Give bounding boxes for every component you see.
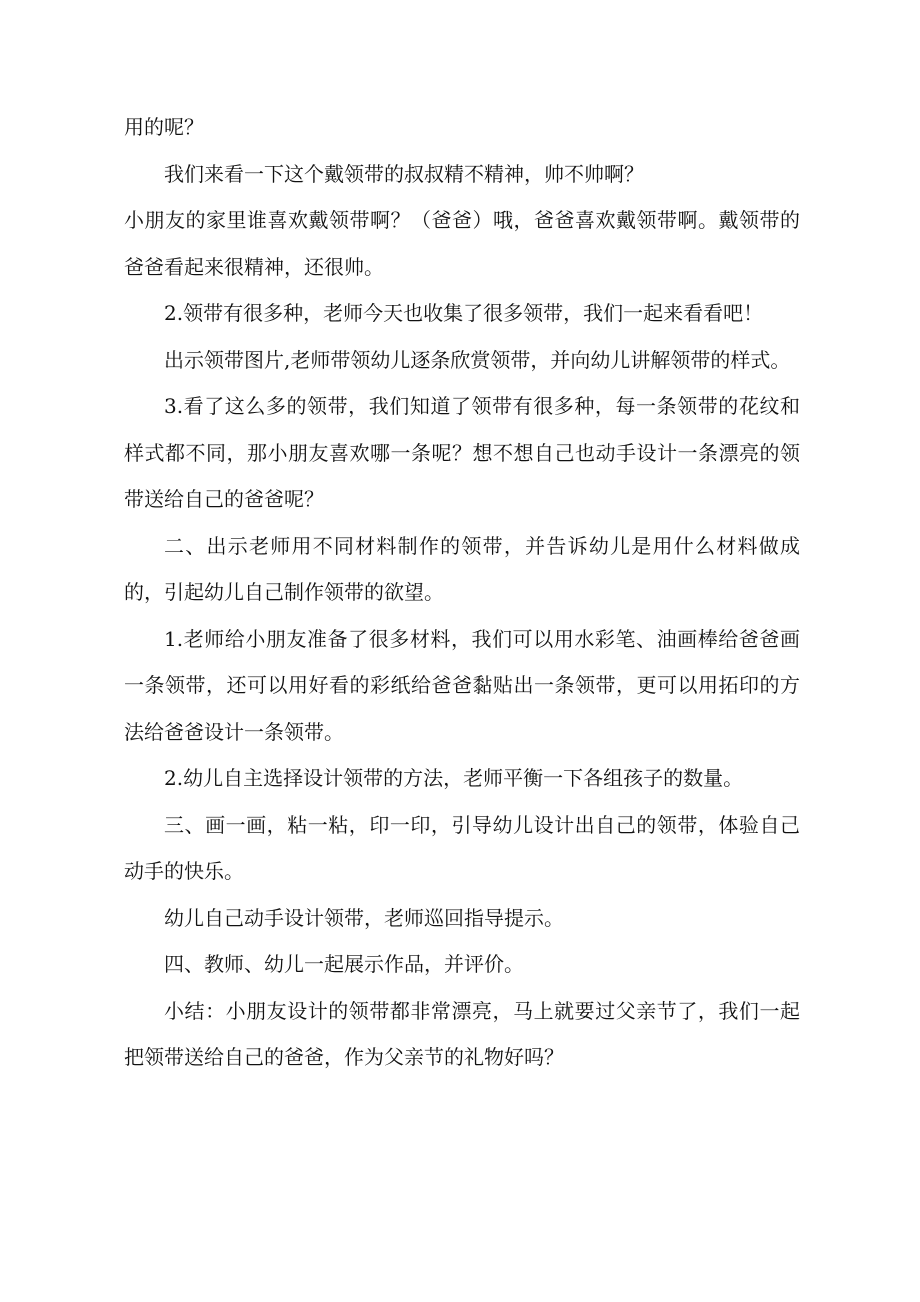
- paragraph-7: 二、出示老师用不同材料制作的领带，并告诉幼儿是用什么材料做成的，引起幼儿自己制作领带的欲望。: [124, 533, 800, 604]
- paragraph-4: 2.领带有很多种，老师今天也收集了很多领带，我们一起来看看吧！: [164, 301, 764, 325]
- paragraph-3: 小朋友的家里谁喜欢戴领带啊？（爸爸）哦，爸爸喜欢戴领带啊。戴领带的爸爸看起来很精神，还很帅。: [124, 208, 800, 279]
- paragraph-12: 四、教师、幼儿一起展示作品，并评价。: [164, 952, 524, 976]
- paragraph-8: 1.老师给小朋友准备了很多材料，我们可以用水彩笔、油画棒给爸爸画一条领带，还可以用好看的彩纸给爸爸黏贴出一条领带，更可以用拓印的方法给爸爸设计一条领带。: [124, 626, 800, 744]
- paragraph-6: 3.看了这么多的领带，我们知道了领带有很多种，每一条领带的花纹和样式都不同，那小朋友喜欢哪一条呢？想不想自己也动手设计一条漂亮的领带送给自己的爸爸呢？: [124, 394, 800, 511]
- paragraph-1: 用的呢？: [124, 115, 204, 139]
- paragraph-2: 我们来看一下这个戴领带的叔叔精不精神，帅不帅啊？: [164, 161, 644, 186]
- paragraph-13: 小结：小朋友设计的领带都非常漂亮，马上就要过父亲节了，我们一起把领带送给自己的爸爸，作为父亲节的礼物好吗？: [124, 998, 800, 1069]
- document-body: [124, 104, 800, 1081]
- paragraph-5: 出示领带图片,老师带领幼儿逐条欣赏领带，并向幼儿讲解领带的样式。: [164, 347, 791, 372]
- paragraph-10: 三、画一画，粘一粘，印一印，引导幼儿设计出自己的领带，体验自己动手的快乐。: [124, 812, 800, 883]
- paragraph-11: 幼儿自己动手设计领带，老师巡回指导提示。: [164, 905, 564, 930]
- paragraph-9: 2.幼儿自主选择设计领带的方法，老师平衡一下各组孩子的数量。: [164, 766, 744, 790]
